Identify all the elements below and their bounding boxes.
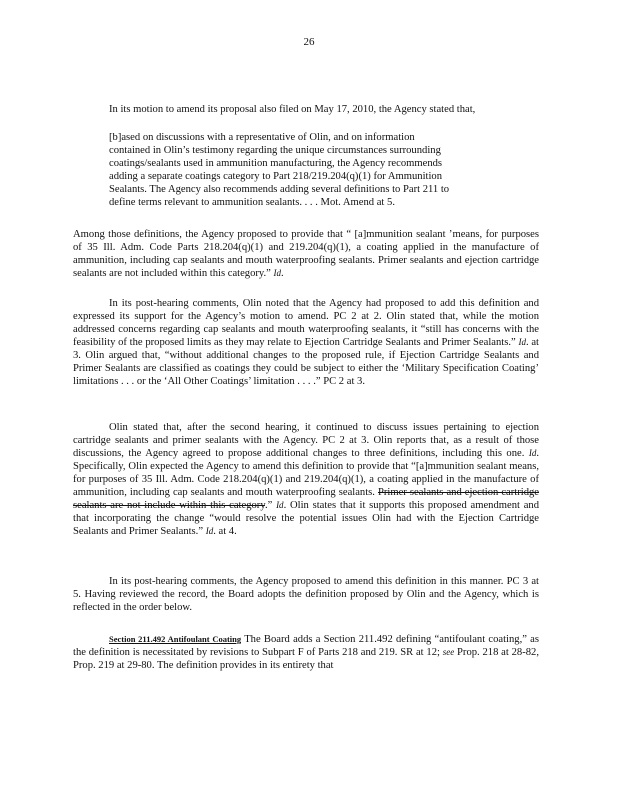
paragraph-agency-amend: In its post-hearing comments, the Agency proposed to amend this definition in this manner. PC 3 at 5. Having reviewed the record, the Board adopts the definition proposed by Olin and the Agency, which is reflected in the order below. [73, 576, 539, 613]
paragraph-text: . at 3. Olin argued that, “without additional changes to the proposed rule, if Ejection Cartridge Sealants and Primer Sealants are classified as coatings they could be subject to either the ‘Military Specification Coating’ limitations . . . or the ‘All Other Coatings’ limitation . . . .” PC 2 at 3. [73, 337, 539, 387]
quote-line: Sealants. The Agency also recommends adding several definitions to Part 211 to [109, 184, 450, 195]
page-number: 26 [303, 36, 315, 48]
quote-line: coatings/sealants used in ammunition manufacturing, the Agency recommends [109, 158, 443, 169]
paragraph-text: In its post-hearing comments, Olin noted that the Agency had proposed to add this definition and expressed its support for the Agency’s motion to amend. PC 2 at 2. Olin stated that, while the motion addressed concerns regarding cap sealants and mouth waterproofing sealants, it “still has concerns with the feasibility of the proposed limits as they may relate to Ejection Cartridge Sealants and Primer Sealants.” [73, 298, 539, 348]
section-heading: Section 211.492 Antifoulant Coating [109, 634, 242, 644]
quote-line: [b]ased on discussions with a representative of Olin, and on information [109, 132, 415, 143]
paragraph-text: Olin stated that, after the second hearing, it continued to discuss issues pertaining to ejection cartridge sealants and primer sealants with the Agency. PC 2 at 3. Olin reports that, as a result of those discussions, the Agency agreed to propose additional changes to three definitions, including this one. [73, 422, 539, 459]
quote-line: define terms relevant to ammunition sealants. . . . Mot. Amend at 5. [109, 197, 395, 208]
citation-id: Id [273, 268, 282, 278]
paragraph-definitions [73, 228, 539, 280]
quote-line: contained in Olin’s testimony regarding the unique circumstances surrounding [109, 145, 441, 156]
citation-id: Id [205, 526, 214, 536]
paragraph-text: .” [264, 500, 273, 511]
paragraph-olin-second-hearing [73, 421, 539, 538]
paragraph-motion-intro: In its motion to amend its proposal also filed on May 17, 2010, the Agency stated that, [109, 104, 476, 115]
paragraph-text: . Olin states that it supports this proposed amendment and that incorporating the change “would resolve the potential issues Olin had with the Ejection Cartridge Sealants and Primer Sealants.” [73, 500, 539, 537]
paragraph-text: Prop. 218 at 28-82, Prop. 219 at 29-80. The definition provides in its entirety that [73, 647, 539, 671]
quote-line: adding a separate coatings category to Part 218/219.204(q)(1) for Ammunition [109, 171, 443, 182]
block-quote [109, 131, 504, 209]
paragraph-antifoulant [73, 633, 539, 672]
citation-id: Id [518, 337, 526, 347]
paragraph-text: . at 4. [213, 526, 237, 537]
citation-see: see [442, 647, 455, 657]
paragraph-olin-comments [73, 297, 539, 388]
struck-text: Primer sealants and ejection cartridge sealants are not include within this category [73, 487, 539, 511]
paragraph-text: . Specifically, Olin expected the Agency to amend this definition to provide that “[a]mmunition sealant means, for purposes of 35 Ill. Adm. Code 218.204(q)(1) and 219.204(q)(1), a coating applied in the manufacture of ammunition, including cap sealants and mouth waterproofing sealants. [73, 448, 539, 498]
citation-id: Id [276, 500, 284, 510]
paragraph-text: The Board adds a Section 211.492 defining “antifoulant coating,” as the definition is necessitated by revisions to Subpart F of Parts 218 and 219. SR at 12; [73, 634, 539, 658]
paragraph-text: Among those definitions, the Agency proposed to provide that “ [a]mmunition sealant ’means, for purposes of 35 Ill. Adm. Code Parts 218.204(q)(1) and 219.204(q)(1), a coating applied in the manufacture of ammunition, including cap sealants and mouth waterproofing sealants. Primer sealants and ejection cartridge sealants are not included within this category.” [73, 229, 539, 279]
paragraph-text: . [281, 268, 284, 279]
citation-id: Id [528, 448, 537, 458]
